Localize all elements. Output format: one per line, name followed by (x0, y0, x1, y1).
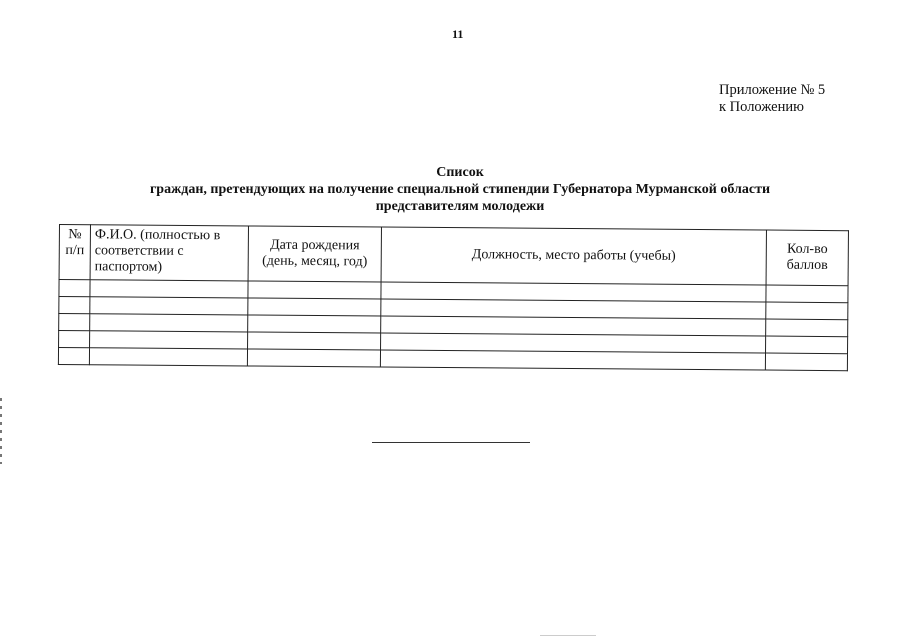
number-cell (59, 280, 90, 297)
full-name-cell (90, 314, 248, 332)
header-full-name: Ф.И.О. (полностью в соответствии с паспортом) (90, 225, 248, 281)
appendix-line-1: Приложение № 5 (719, 82, 826, 98)
full-name-cell (90, 331, 248, 349)
document-title (100, 164, 820, 215)
header-birth-date: Дата рождения (день, месяц, год) (248, 226, 381, 282)
scan-edge-mark (0, 398, 2, 464)
title-line-2: граждан, претендующих на получение специальной стипендии Губернатора Мурманской области (149, 182, 771, 197)
header-position: Должность, место работы (учебы) (381, 227, 766, 285)
score-cell (766, 336, 848, 354)
number-cell (58, 348, 89, 365)
birth-date-cell (247, 349, 380, 367)
score-cell (766, 319, 848, 337)
table-header-row (59, 225, 848, 286)
score-cell (766, 302, 848, 320)
position-cell (380, 350, 765, 370)
title-line-3: представителям молодежи (375, 199, 545, 214)
score-cell (765, 353, 847, 371)
birth-date-cell (248, 298, 381, 316)
header-score: Кол-во баллов (766, 230, 848, 286)
birth-date-cell (248, 281, 381, 299)
birth-date-cell (248, 332, 381, 350)
score-cell (766, 285, 848, 303)
full-name-cell (89, 348, 247, 366)
signature-divider (372, 442, 530, 443)
birth-date-cell (248, 315, 381, 333)
appendix-reference (719, 82, 825, 116)
page-number: 11 (452, 27, 464, 41)
header-number: № п/п (59, 225, 90, 280)
full-name-cell (90, 280, 248, 298)
number-cell (59, 297, 90, 314)
number-cell (59, 314, 90, 331)
appendix-line-2: к Положению (719, 99, 804, 115)
table-body (58, 280, 848, 371)
full-name-cell (90, 297, 248, 315)
number-cell (59, 331, 90, 348)
applicants-table (58, 224, 849, 371)
scan-bottom-mark (540, 635, 596, 636)
title-line-1: Список (436, 165, 484, 180)
